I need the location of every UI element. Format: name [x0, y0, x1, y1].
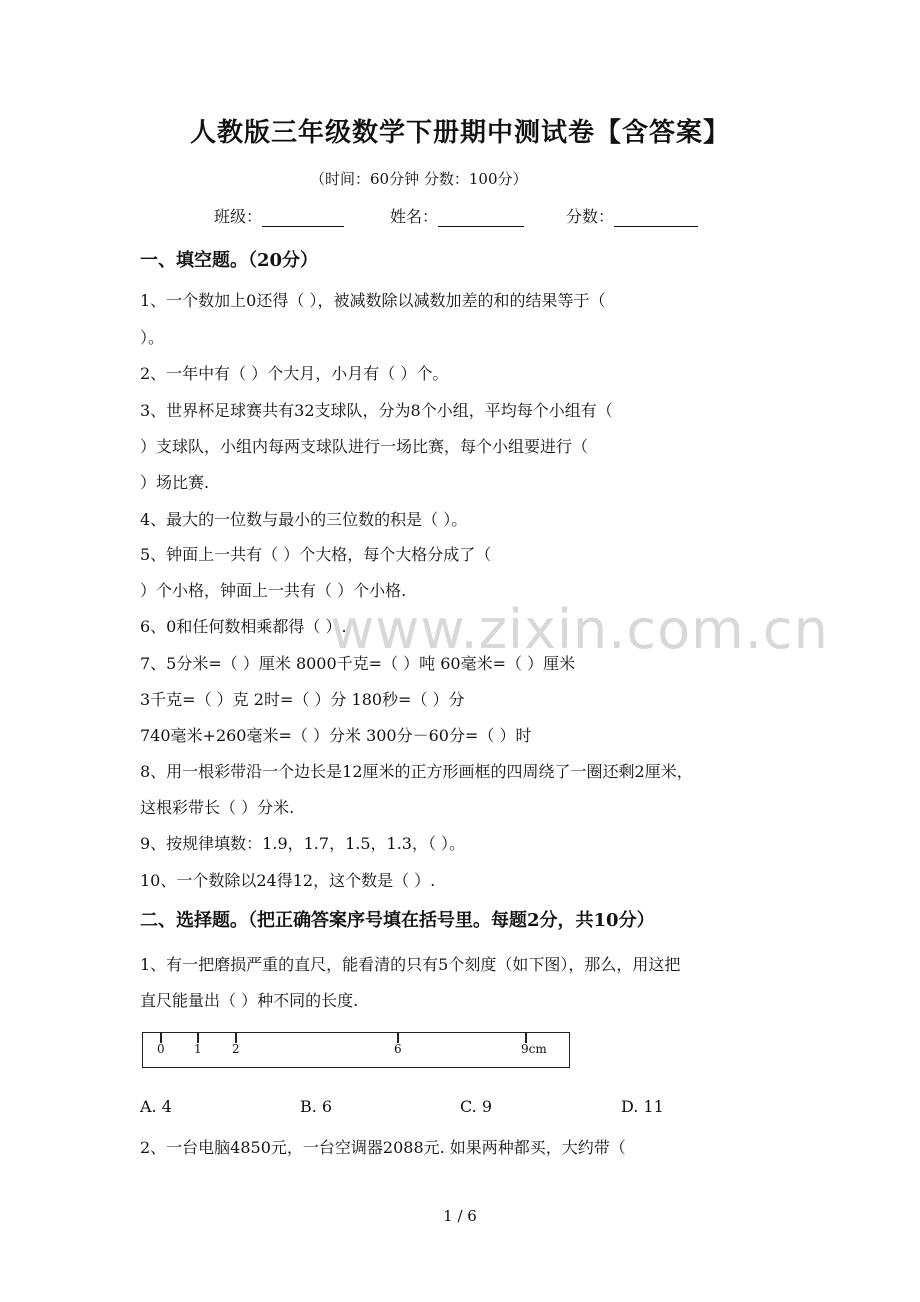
question-line: 1、一个数加上0还得（ ），被减数除以减数加差的和的结果等于（: [140, 291, 606, 310]
question-line: 740毫米+260毫米=（ ）分米 300分－60分=（ ）时: [140, 726, 532, 745]
question-line: 5、钟面上一共有（ ）个大格，每个大格分成了（: [140, 545, 492, 564]
name-blank: [438, 208, 524, 227]
class-blank: [262, 208, 344, 227]
class-field: [214, 204, 344, 227]
question-line: 3、世界杯足球赛共有32支球队，分为8个小组，平均每个小组有（: [140, 401, 613, 420]
question-line: 这根彩带长（ ）分米.: [140, 798, 295, 817]
question-line: ）个小格，钟面上一共有（ ）个小格.: [140, 581, 407, 600]
ruler-label: 1: [194, 1042, 202, 1056]
section-heading-fill-blank: 一、填空题。（20分）: [140, 250, 319, 271]
ruler-figure: [142, 1032, 570, 1068]
exam-time-score: （时间：60分钟 分数：100分）: [310, 170, 528, 188]
option-a: A. 4: [140, 1097, 172, 1116]
score-blank: [614, 208, 698, 227]
question-line: 2、一年中有（ ）个大月，小月有（ ）个。: [140, 364, 449, 383]
ruler-label: 2: [232, 1042, 240, 1056]
name-label: 姓名：: [390, 207, 439, 226]
option-b: B. 6: [300, 1097, 333, 1116]
section-heading-multiple-choice: 二、选择题。（把正确答案序号填在括号里。每题2分，共10分）: [140, 910, 655, 931]
question-line: ）场比赛.: [140, 473, 210, 492]
score-label: 分数：: [566, 207, 615, 226]
ruler-label: 6: [394, 1042, 402, 1056]
question-line: 1、有一把磨损严重的直尺，能看清的只有5个刻度（如下图），那么，用这把: [140, 955, 681, 974]
watermark: www.zixin.com.cn: [330, 598, 829, 661]
name-field: [390, 204, 524, 227]
ruler-label: 0: [157, 1042, 165, 1056]
question-line: ）。: [140, 328, 165, 347]
option-d: D. 11: [621, 1097, 664, 1116]
question-line: 9、按规律填数：1.9，1.7，1.5，1.3，（ ）。: [140, 834, 466, 853]
question-line: 6、0和任何数相乘都得（ ）.: [140, 617, 347, 636]
question-line: 3千克=（ ）克 2时=（ ）分 180秒=（ ）分: [140, 690, 465, 709]
question-line: 2、一台电脑4850元，一台空调器2088元. 如果两种都买，大约带（: [140, 1138, 626, 1157]
question-line: 10、一个数除以24得12，这个数是（ ）.: [140, 871, 436, 890]
question-line: 4、最大的一位数与最小的三位数的积是（ ）。: [140, 510, 468, 529]
page-number: 1 / 6: [443, 1207, 477, 1225]
ruler-label: 9cm: [521, 1042, 547, 1056]
page-title: 人教版三年级数学下册期中测试卷【含答案】: [189, 118, 730, 148]
class-label: 班级：: [214, 207, 263, 226]
question-line: ）支球队，小组内每两支球队进行一场比赛，每个小组要进行（: [140, 437, 589, 456]
question-line: 直尺能量出（ ）种不同的长度.: [140, 991, 359, 1010]
option-c: C. 9: [460, 1097, 493, 1116]
question-line: 7、5分米=（ ）厘米 8000千克=（ ）吨 60毫米=（ ）厘米: [140, 654, 576, 673]
question-line: 8、用一根彩带沿一个边长是12厘米的正方形画框的四周绕了一圈还剩2厘米，: [140, 762, 693, 781]
score-field: [566, 204, 698, 227]
